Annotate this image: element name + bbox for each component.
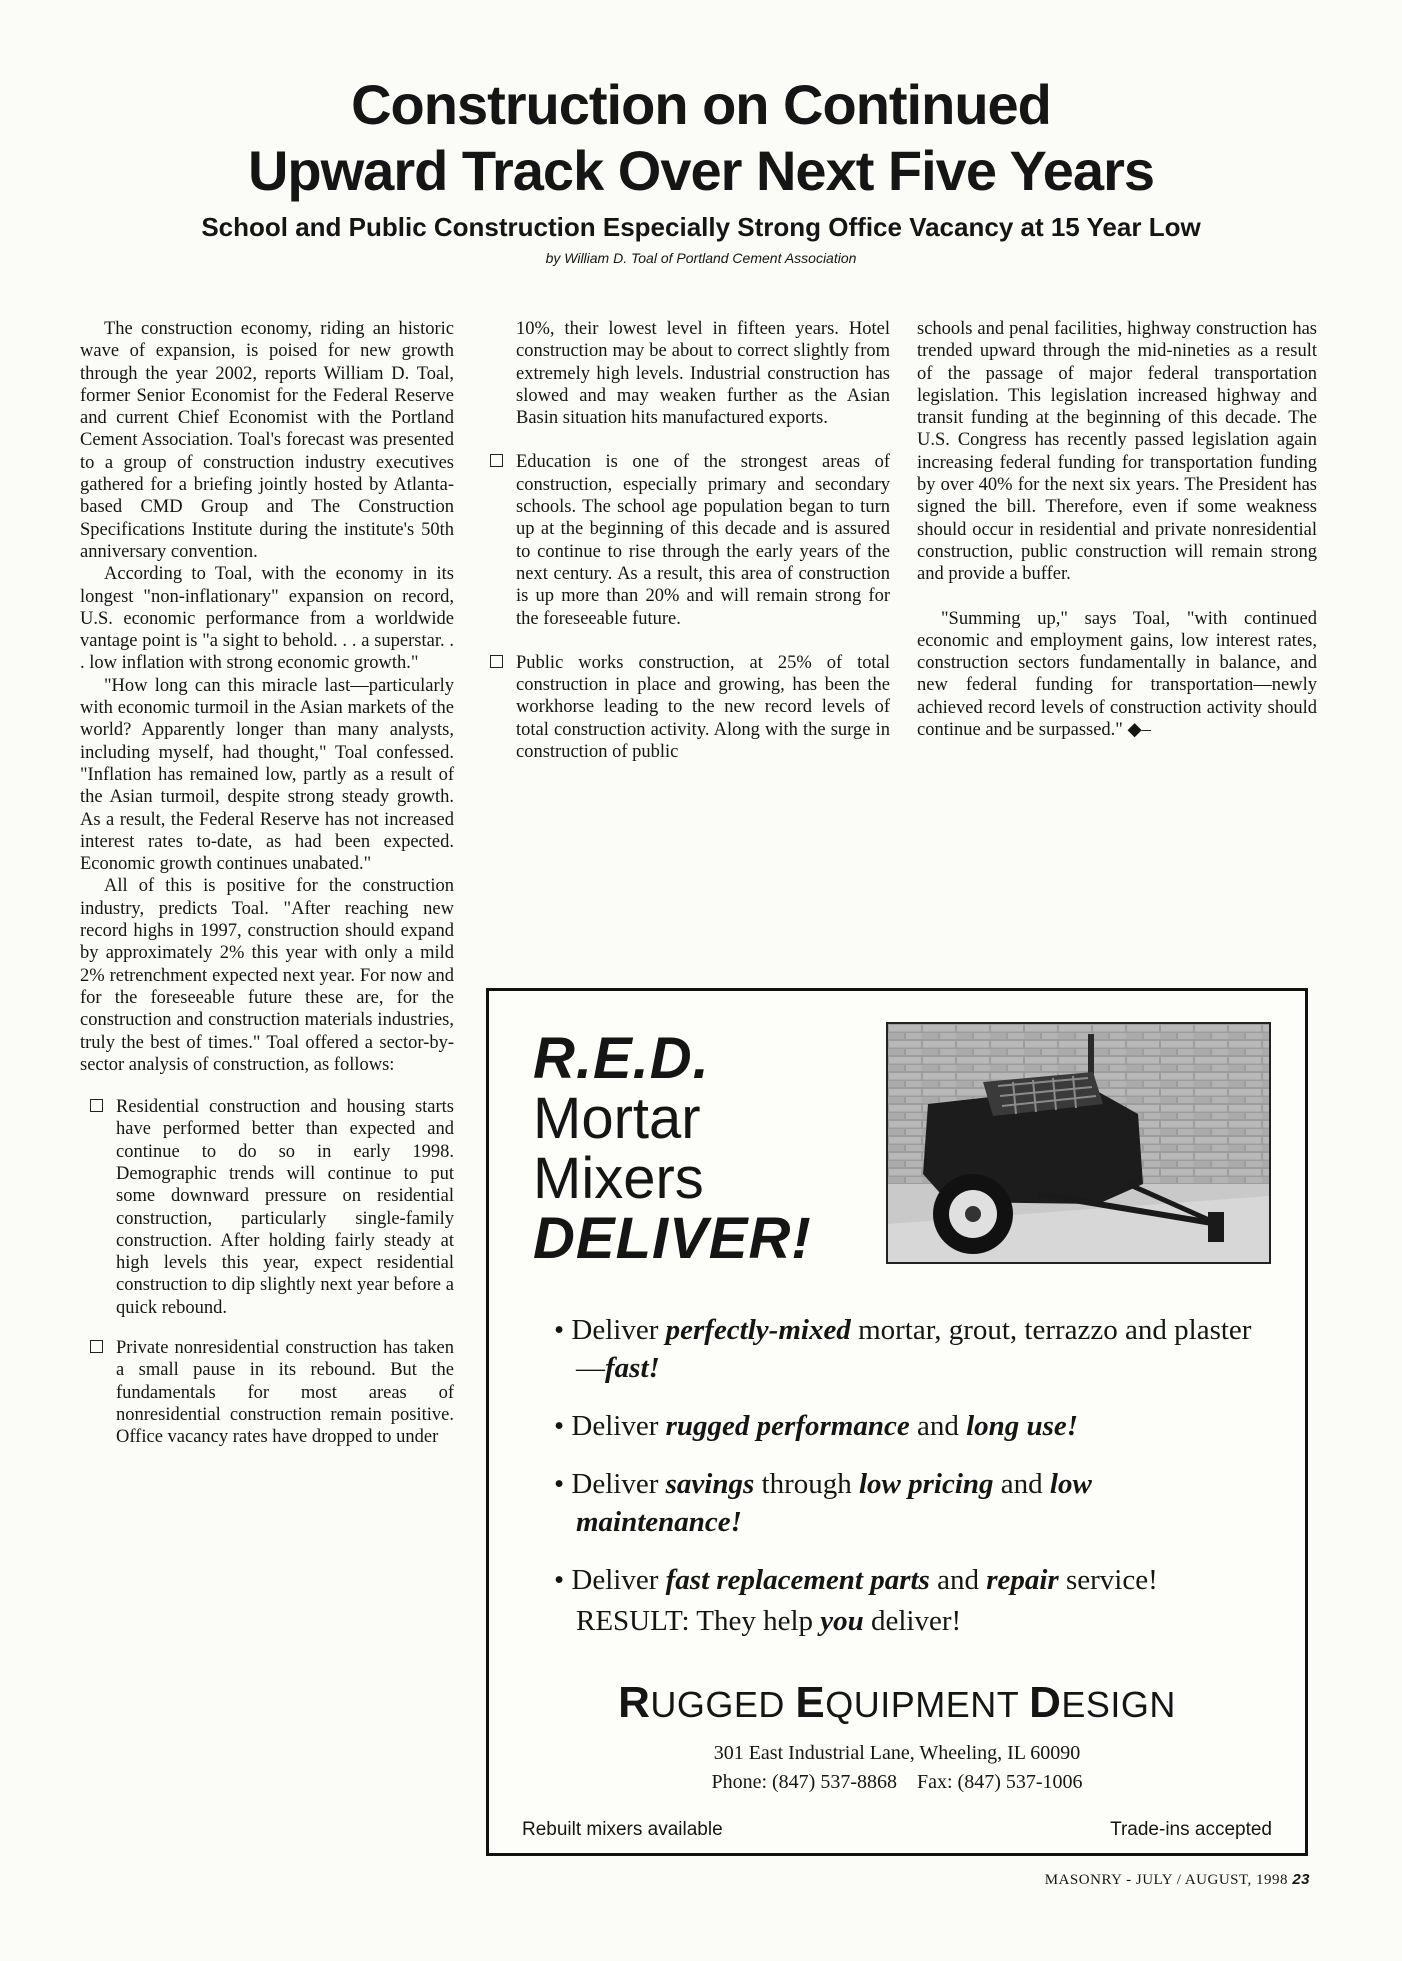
emphasis: you xyxy=(820,1605,864,1637)
bullet-nonresidential xyxy=(80,1337,454,1448)
company-name xyxy=(489,1678,1305,1728)
text: UGGED xyxy=(650,1684,796,1725)
text: mortar, grout, terrazzo and plaster— xyxy=(576,1314,1252,1384)
checkbox-icon xyxy=(490,454,503,467)
byline: by William D. Toal of Portland Cement Association xyxy=(545,250,857,266)
initial: D xyxy=(1029,1678,1062,1727)
emphasis: fast! xyxy=(605,1352,660,1384)
text: and xyxy=(993,1468,1050,1500)
article-column-1 xyxy=(80,318,454,1449)
page-folio xyxy=(1045,1871,1310,1889)
bullet-residential xyxy=(80,1096,454,1319)
text: and xyxy=(929,1564,987,1596)
checkbox-icon xyxy=(90,1340,103,1353)
emphasis: long use! xyxy=(966,1410,1079,1442)
checkbox-icon xyxy=(490,655,503,668)
emphasis: fast replacement parts xyxy=(665,1564,930,1596)
bullet-text: Education is one of the strongest areas of construction, especially primary and secondary schools. The school age population began to turn up at the beginning of this decade and is assured to continue to rise through the early years of the next century. As a result, this area of construction is up more than 20% and will remain strong for the foreseeable future. xyxy=(516,452,890,629)
initial: E xyxy=(795,1678,826,1727)
bullet-text: Public works construction, at 25% of total construction in place and growing, has been the workhorse leading to the new record levels of total construction activity. Along with the surge in construction of public xyxy=(516,652,890,763)
bullet-education xyxy=(480,451,890,629)
emphasis: low pricing xyxy=(858,1468,994,1500)
ad-benefit-1: • Deliver perfectly-mixed mortar, grout, terrazzo and plaster—fast! xyxy=(554,1314,1252,1384)
page-number: 23 xyxy=(1292,1871,1310,1888)
street-address: 301 East Industrial Lane, Wheeling, IL 60090 xyxy=(713,1742,1081,1764)
text: QUIPMENT xyxy=(825,1684,1030,1725)
end-mark-icon: ◆– xyxy=(1127,720,1151,741)
text: Deliver xyxy=(571,1564,666,1596)
emphasis: repair xyxy=(986,1564,1059,1596)
bullet-text: Residential construction and housing starts have performed better than expected and continue to do so in early 1998. Demographic trends will continue to put some downward pressure on residential construction, particularly single-family construction. After holding fairly steady at high levels this year, expect residential construction to dip slightly next year before a quick rebound. xyxy=(116,1097,454,1318)
ad-footer-right: Trade-ins accepted xyxy=(1110,1819,1272,1840)
initial: R xyxy=(618,1678,651,1727)
article-subtitle: School and Public Construction Especially Strong Office Vacancy at 15 Year Low xyxy=(201,212,1201,242)
text: Deliver xyxy=(571,1468,666,1500)
emphasis: savings xyxy=(665,1468,755,1500)
headline-mixers: Mixers xyxy=(533,1146,704,1211)
paragraph: According to Toal, with the economy in its longest "non-inflationary" expansion on record, U.S. economic performance from a worldwide vantage point is "a sight to behold. . . a superstar. . . low inflation with strong economic growth." xyxy=(80,564,454,674)
company-address xyxy=(489,1739,1305,1797)
bullet-text: Private nonresidential construction has taken a small pause in its rebound. But the fundamentals for most areas of nonresidential construction remain positive. Office vacancy rates have dropped to under xyxy=(116,1338,454,1448)
ad-headline xyxy=(533,1026,812,1271)
article-column-2 xyxy=(480,318,890,763)
paragraph-summary xyxy=(917,608,1317,742)
paragraph: The construction economy, riding an historic wave of expansion, is poised for new growth through the year 2002, reports William D. Toal, former Senior Economist for the Federal Reserve and current Chief Economist with the Portland Cement Association. Toal's forecast was presented to a group of construction industry executives gathered for a briefing jointly hosted by Atlanta-based CMD Group and The Construction Specifications Institute during the institute's 50th anniversary convention. xyxy=(80,319,454,562)
headline-mortar: Mortar xyxy=(533,1086,701,1151)
checkbox-icon xyxy=(90,1099,103,1112)
paragraph: All of this is positive for the construction industry, predicts Toal. "After reaching new record highs in 1997, construction should expand by approximately 2% this year with only a mild 2% retrenchment expected next year. For now and for the foreseeable future these are, for the construction and construction materials industries, truly the best of times." Toal offered a sector-by-sector analysis of construction, as follows: xyxy=(80,876,454,1075)
ad-benefit-2: • Deliver rugged performance and long use! xyxy=(554,1410,1079,1442)
ad-result xyxy=(576,1605,961,1638)
title-line-2: Upward Track Over Next Five Years xyxy=(247,139,1155,202)
mortar-mixer-image xyxy=(888,1024,1269,1262)
article-title xyxy=(0,72,1402,204)
folio-text: MASONRY - JULY / AUGUST, 1998 xyxy=(1044,1872,1289,1888)
text: service! xyxy=(1058,1564,1158,1596)
text: and xyxy=(909,1410,967,1442)
emphasis: rugged performance xyxy=(665,1410,910,1442)
emphasis: perfectly-mixed xyxy=(665,1314,851,1346)
ad-benefit-4: • Deliver fast replacement parts and repair service! xyxy=(554,1564,1158,1596)
text: Deliver xyxy=(571,1410,666,1442)
headline-red: R.E.D. xyxy=(533,1026,710,1091)
text: ESIGN xyxy=(1061,1684,1176,1725)
advertisement xyxy=(486,988,1308,1856)
mortar-mixer-photo xyxy=(886,1022,1271,1264)
bullet-public-works xyxy=(480,652,890,763)
fax-number: Fax: (847) 537-1006 xyxy=(917,1771,1083,1793)
text: deliver! xyxy=(863,1605,962,1637)
summary-text: "Summing up," says Toal, "with continued economic and employment gains, low interest rates, construction sectors fundamentally in balance, and new federal funding for transportation—newly achieved record levels of construction activity should continue and be surpassed." xyxy=(917,608,1317,741)
ad-footer-left: Rebuilt mixers available xyxy=(522,1819,723,1840)
ad-benefits-list xyxy=(554,1311,1254,1619)
text: RESULT: They help xyxy=(576,1605,821,1637)
text: through xyxy=(754,1468,859,1500)
paragraph: 10%, their lowest level in fifteen years. Hotel construction may be about to correct slightly from extremely high levels. Industrial construction has slowed and may weaken further as the Asian Basin situation hits manufactured exports. xyxy=(516,319,890,429)
text: Deliver xyxy=(571,1314,666,1346)
article-column-3 xyxy=(917,318,1317,741)
contact-line xyxy=(489,1768,1305,1797)
ad-benefit-3: • Deliver savings through low pricing and low maintenance! xyxy=(554,1468,1092,1538)
emphasis: low maintenance! xyxy=(576,1468,1092,1538)
paragraph: schools and penal facilities, highway construction has trended upward through the mid-nineties as a result of the passage of major federal transportation legislation. This legislation increased highway and transit funding at the beginning of this decade. The U.S. Congress has recently passed legislation again increasing federal funding for transportation funding by over 40% for the next six years. The President has signed the bill. Therefore, even if some weakness should occur in residential and private nonresidential construction, public construction will remain strong and provide a buffer. xyxy=(917,319,1317,585)
phone-number: Phone: (847) 537-8868 xyxy=(711,1771,897,1793)
paragraph: "How long can this miracle last—particularly with economic turmoil in the Asian markets of the world? Apparently longer than many analysts, including myself, had thought," Toal confessed. "Inflation has remained low, partly as a result of the Asian turmoil, despite strong steady growth. As a result, the Federal Reserve has not increased interest rates to-date, as had been expected. Economic growth continues unabated." xyxy=(80,675,454,875)
headline-deliver: DELIVER! xyxy=(533,1206,812,1271)
title-line-1: Construction on Continued xyxy=(351,73,1051,136)
